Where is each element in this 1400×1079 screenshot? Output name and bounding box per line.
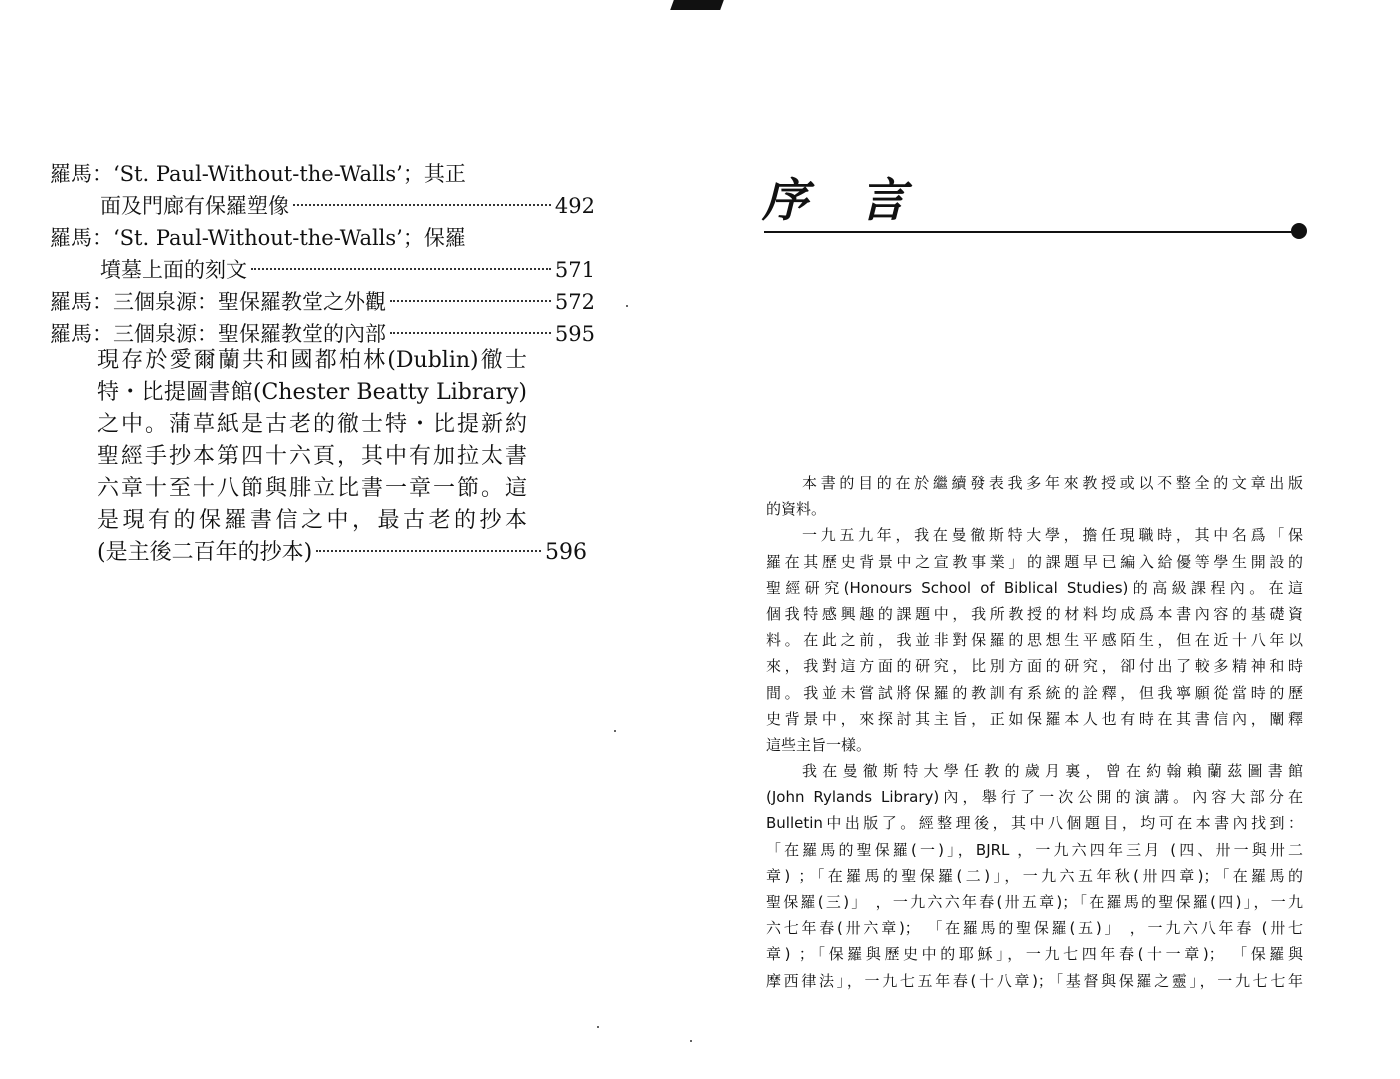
body-line: 章) ；「保羅與歷史中的耶穌」，一九七四年春(十一章)； 「保羅與	[766, 945, 1303, 964]
illustration-entry	[50, 190, 595, 222]
dot-leader	[293, 204, 551, 206]
body-line: 料。在此之前，我並非對保羅的思想生平感陌生，但在近十八年以	[766, 631, 1303, 650]
dot-leader	[251, 268, 551, 270]
body-line: 間。我並未嘗試將保羅的教訓有系統的詮釋，但我寧願從當時的歷	[766, 683, 1303, 702]
entry-text: 墳墓上面的刻文	[100, 258, 247, 282]
entry-text: 羅馬：‘St. Paul-Without-the-Walls’；其正	[50, 162, 466, 186]
body-line: 「在羅馬的聖保羅(一)」，BJRL ，一九六四年三月 (四、卅一與卅二	[766, 840, 1303, 859]
body-line: 來，我對這方面的研究，比別方面的研究，卻付出了較多精神和時	[766, 657, 1303, 676]
page-number: 595	[554, 322, 595, 346]
chapter-title: 序言	[762, 173, 958, 227]
body-line: 的資料。	[766, 500, 827, 519]
body-line: 我在曼徹斯特大學任教的歲月裏，曾在約翰賴蘭茲圖書館	[802, 762, 1303, 781]
caption-line: 特・比提圖書館(Chester Beatty Library)	[97, 380, 527, 405]
caption-line: 之中。蒲草紙是古老的徹士特・比提新約	[97, 412, 527, 437]
body-line: 聖經研究(Honours School of Biblical Studies)的高級課程內。在這	[766, 578, 1303, 597]
body-line: 個我特感興趣的課題中，我所教授的材料均成爲本書內容的基礎資	[766, 604, 1303, 623]
body-line: 一九五九年，我在曼徹斯特大學，擔任現職時，其中名爲「保	[802, 526, 1303, 545]
body-line: 章) ；「在羅馬的聖保羅(二)」，一九六五年秋(卅四章)；「在羅馬的	[766, 866, 1303, 885]
page-number: 492	[554, 194, 595, 218]
illustration-entry	[50, 158, 595, 190]
body-line: 摩西律法」，一九七五年春(十八章)；「基督與保羅之靈」，一九七七年	[766, 971, 1303, 990]
illustration-entry	[50, 286, 595, 318]
page-number: 571	[554, 258, 595, 282]
body-line: 六七年春(卅六章)； 「在羅馬的聖保羅(五)」 ，一九六八年春 (卅七	[766, 919, 1303, 938]
illustration-entry	[50, 254, 595, 286]
dot-leader	[390, 300, 551, 302]
entry-text: 羅馬：三個泉源：聖保羅教堂的內部	[50, 322, 386, 346]
body-line: 這些主旨一樣。	[766, 735, 872, 754]
body-line: (John Rylands Library)內，舉行了一次公開的演講。內容大部分在	[766, 788, 1303, 807]
right-page	[700, 0, 1400, 1079]
dot-leader	[316, 550, 541, 552]
entry-text: 羅馬：‘St. Paul-Without-the-Walls’；保羅	[50, 226, 466, 250]
illustration-entry	[50, 222, 595, 254]
title-rule-dot	[1291, 223, 1307, 239]
dot-leader	[390, 332, 551, 334]
body-line: 史背景中，來探討其主旨，正如保羅本人也有時在其書信內，闡釋	[766, 709, 1303, 728]
entry-text: 面及門廊有保羅塑像	[100, 194, 289, 218]
caption-line	[97, 537, 587, 569]
caption-line: 是現有的保羅書信之中，最古老的抄本	[97, 508, 527, 533]
illustration-caption	[97, 345, 587, 569]
body-line: 羅在其歷史背景中之宣教事業」的課題早已編入給優等學生開設的	[766, 552, 1303, 571]
entry-text: 羅馬：三個泉源：聖保羅教堂之外觀	[50, 290, 386, 314]
title-rule	[764, 231, 1294, 233]
caption-text: (是主後二百年的抄本)	[97, 540, 313, 565]
page-number: 596	[545, 540, 587, 565]
caption-line: 六章十至十八節與腓立比書一章一節。這	[97, 476, 527, 501]
body-line: Bulletin中出版了。經整理後，其中八個題目，均可在本書內找到：	[766, 814, 1303, 833]
caption-line: 聖經手抄本第四十六頁，其中有加拉太書	[97, 444, 527, 469]
preface-body	[766, 470, 1303, 994]
illustration-list	[50, 158, 595, 350]
body-line: 聖保羅(三)」 ，一九六六年春(卅五章)；「在羅馬的聖保羅(四)」，一九	[766, 893, 1303, 911]
caption-line: 現存於愛爾蘭共和國都柏林(Dublin)徹士	[97, 348, 527, 373]
body-line: 本書的目的在於繼續發表我多年來教授或以不整全的文章出版	[802, 474, 1303, 492]
page-number: 572	[554, 290, 595, 314]
